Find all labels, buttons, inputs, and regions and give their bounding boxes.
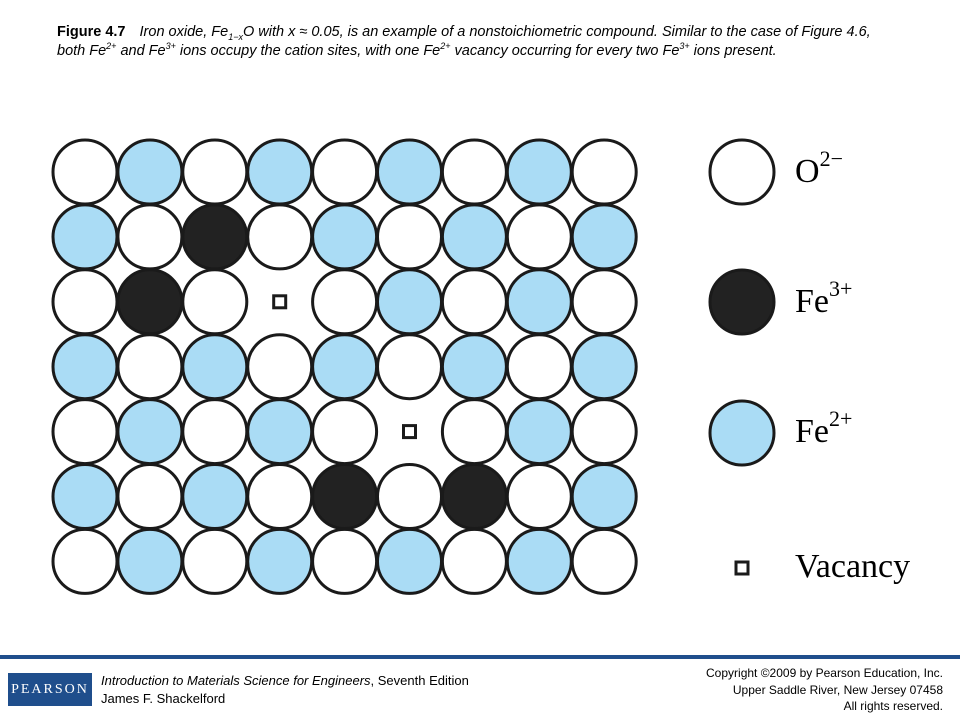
- legend-fe3-ion: [710, 270, 774, 334]
- fe2-ion: [572, 335, 636, 399]
- fe2-ion: [53, 335, 117, 399]
- oxygen-ion: [313, 140, 377, 204]
- oxygen-ion: [442, 529, 506, 593]
- fe2-ion: [507, 140, 571, 204]
- legend-label-o2: $O^{2-}$: [795, 146, 843, 190]
- oxygen-ion: [572, 529, 636, 593]
- fe2-ion: [378, 529, 442, 593]
- fe2-ion: [442, 205, 506, 269]
- book-title: Introduction to Materials Science for Engineers: [101, 673, 371, 688]
- oxygen-ion: [442, 400, 506, 464]
- oxygen-ion: [248, 205, 312, 269]
- legend-label-vacancy: Vacancy: [795, 548, 911, 585]
- legend-fe2-ion: [710, 401, 774, 465]
- oxygen-ion: [442, 140, 506, 204]
- fe3-ion: [118, 270, 182, 334]
- oxygen-ion: [53, 400, 117, 464]
- fe2-ion: [572, 205, 636, 269]
- oxygen-ion: [183, 140, 247, 204]
- fe2-ion: [507, 529, 571, 593]
- copyright-notice: Copyright ©2009 by Pearson Education, Inc. Upper Saddle River, New Jersey 07458 All rights reserved.: [706, 666, 943, 713]
- oxygen-ion: [118, 465, 182, 529]
- vacancy-site: [404, 426, 416, 438]
- book-info: [101, 672, 469, 708]
- fe2-ion: [442, 335, 506, 399]
- oxygen-ion: [378, 205, 442, 269]
- oxygen-ion: [118, 335, 182, 399]
- oxygen-ion: [378, 335, 442, 399]
- fe2-ion: [248, 140, 312, 204]
- oxygen-ion: [442, 270, 506, 334]
- figure-label: Figure 4.7: [57, 24, 126, 40]
- fe3-ion: [313, 465, 377, 529]
- fe2-ion: [313, 335, 377, 399]
- fe2-ion: [53, 465, 117, 529]
- fe3-ion: [442, 465, 506, 529]
- oxygen-ion: [183, 270, 247, 334]
- pearson-logo: PEARSON: [8, 673, 92, 706]
- fe2-ion: [507, 270, 571, 334]
- caption-text: Iron oxide, $Fe_{1-x}O$ with x ≈ 0.05, is an example of a nonstoichiometric compound. Similar to the case of Figure 4.6, both $Fe^{2+}$ and $Fe^{3+}$ ions occupy the cation sites, with one $Fe^{2+}$ vacancy occurring for every two $Fe^{3+}$ ions present.: [57, 24, 871, 59]
- fe2-ion: [183, 465, 247, 529]
- legend-label-fe2: $Fe^{2+}$: [795, 406, 853, 450]
- legend-oxygen-ion: [710, 140, 774, 204]
- fe2-ion: [313, 205, 377, 269]
- legend-vacancy-symbol: [736, 562, 748, 574]
- oxygen-ion: [53, 270, 117, 334]
- oxygen-ion: [313, 400, 377, 464]
- oxygen-ion: [378, 465, 442, 529]
- book-author: James F. Shackelford: [101, 691, 226, 706]
- fe2-ion: [118, 140, 182, 204]
- oxygen-ion: [53, 529, 117, 593]
- fe3-ion: [183, 205, 247, 269]
- oxygen-ion: [507, 335, 571, 399]
- fe2-ion: [507, 400, 571, 464]
- oxygen-ion: [118, 205, 182, 269]
- oxygen-ion: [572, 400, 636, 464]
- oxygen-ion: [572, 140, 636, 204]
- oxygen-ion: [313, 270, 377, 334]
- oxygen-ion: [507, 205, 571, 269]
- oxygen-ion: [572, 270, 636, 334]
- oxygen-ion: [53, 140, 117, 204]
- fe2-ion: [572, 465, 636, 529]
- oxygen-ion: [248, 335, 312, 399]
- oxygen-ion: [313, 529, 377, 593]
- legend-label-fe3: $Fe^{3+}$: [795, 276, 853, 320]
- oxygen-ion: [507, 465, 571, 529]
- oxygen-ion: [183, 529, 247, 593]
- fe2-ion: [118, 400, 182, 464]
- fe2-ion: [378, 140, 442, 204]
- oxygen-ion: [183, 400, 247, 464]
- vacancy-site: [274, 296, 286, 308]
- book-edition: , Seventh Edition: [370, 673, 469, 688]
- oxygen-ion: [248, 465, 312, 529]
- fe2-ion: [118, 529, 182, 593]
- footer-divider: [0, 655, 960, 659]
- fe2-ion: [248, 529, 312, 593]
- fe2-ion: [53, 205, 117, 269]
- fe2-ion: [378, 270, 442, 334]
- fe2-ion: [183, 335, 247, 399]
- fe2-ion: [248, 400, 312, 464]
